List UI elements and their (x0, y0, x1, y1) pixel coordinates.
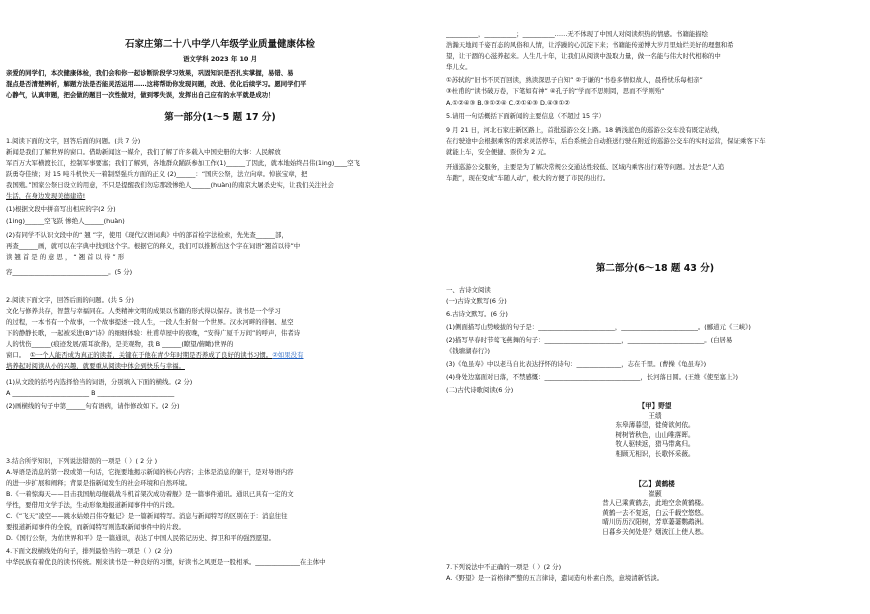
right-text-line: ③杜甫的“读书破万卷，下笔如有神” ④孔子的“学而不思则罔，思而不学则殆” (446, 87, 665, 95)
right-text-line: (2)描写早春时节莺飞燕舞的句子：________________________，________________________。(白居易 (446, 336, 733, 344)
poem-line: 昔人已乘黄鹤去，此地空余黄鹤楼。 (602, 499, 708, 508)
right-text-line: 在行驶途中会根据乘客的需求灵活停车，后台系统会自动推送行驶在附近的巡游公交车的实时运营，保证乘客下车 (446, 137, 766, 145)
right-text-line: 浩瀚天地间千姿百态的风俗和人情，让浮躁的心沉淀下来；书籍能传递博大岁月里灿烂美好的理想和希 (446, 41, 734, 49)
left-text-line: 石家庄第二十八中学八年级学业质量健康体检 (124, 39, 315, 50)
poem-author: 王绩 (648, 411, 662, 420)
left-text-line: 4.下面文段横线处的句子，排列最恰当的一项是（ ）(2 分) (6, 547, 173, 555)
left-text-line: 容______________________________。(5 分) (6, 268, 133, 276)
left-text-line: D.《国行公祭，为佑世界和平》是一篇通讯，表达了中国人民铭记历史、捍卫和平的强烈愿望。 (6, 534, 275, 542)
right-text-line: (二)古代诗歌阅读(6 分) (446, 386, 514, 394)
left-text-line: 混点是否清楚辨析，解题方法是否能灵活运用……这将帮助你发现问题，改进、优化后续学习。愿同学们平 (6, 80, 307, 88)
left-text-line: 读 翘 首 是 的 意 思 ， “ 翘 首 以 待 ” 形 (6, 253, 125, 261)
left-text-line: 第一部分(1～5 题 17 分) (164, 112, 276, 123)
left-text-line: 的进一步扩展和阐释；背景是指新闻发生的社会环境和自然环境。 (6, 479, 192, 487)
right-text-line: 车跑”，现在变成“车随人动”，极大的方便了市民的出行。 (446, 174, 610, 182)
right-text-line: 就能上车，安全便捷、票价为 2 元。 (446, 148, 550, 156)
right-text-line: A.①②④③ B.③①②④ C.②①④③ D.④③①② (446, 99, 570, 107)
right-text-line: (1)侧面描写山势峻拔的句子是：________________________，________________________。(郦道元《三峡》) (446, 323, 751, 331)
poem-line: 日暮乡关何处是？烟波江上使人愁。 (602, 527, 708, 536)
right-text-line: 第二部分(6～18 题 43 分) (595, 263, 715, 274)
right-text-line: A.《野望》是一首格律严整的五言律诗，遣词造句朴素自然，意境清新恬淡。 (446, 574, 664, 582)
left-text-line: (2)画横线的句子中第______句有语病，请作修改如下。(2 分) (6, 402, 180, 410)
left-text-line: 2.阅读下面文字，回答后面的问题。(共 5 分) (6, 296, 134, 304)
left-text-line: 心静气，认真审题，把会做的题目一次性做对，做到零失误，发挥出自己应有的水平就是成功！ (6, 91, 275, 99)
right-text-line: 开通巡游公交服务，主要是为了解决常规公交通达性较低、区域内乘客出行难等问题。过去是“人追 (446, 163, 725, 171)
poem-title: 【甲】野望 (638, 402, 672, 410)
left-text-line: 再查______画，就可以在字典中找到这个字。根据它的释义，我们可以推断出这个字在词语“翘首以待”中 (6, 242, 301, 250)
left-text-line: (1)根据文段中拼音写出相应的字(2 分) (6, 205, 116, 213)
poem-author: 崔颢 (648, 489, 662, 498)
left-text-line: 3.结合所学知识，下列说法错误的一项是（ ）( 2 分 ) (6, 457, 158, 465)
poem-title: 【乙】黄鹤楼 (635, 480, 675, 488)
poem-line: 牧人驱犊返，猎马带禽归。 (615, 440, 695, 449)
left-text-line: B.《一着惊海天——目击我国航母舰载战斗机首架次成功着舰》是一篇事件通讯。通讯已具有一定的文 (6, 490, 294, 498)
left-text-line: (1)从文段的括号内选择恰当的词语，分别填入下面的横线。(2 分) (6, 378, 193, 386)
poem-line: 树树皆秋色，山山唯落晖。 (615, 430, 695, 439)
right-text-line: 9 月 21 日，河北石家庄新区路上，首批巡游公交上路。18 辆浅蓝色的巡游公交车没有既定站线， (446, 126, 724, 134)
right-text-line: 一、古诗文阅读 (446, 286, 491, 294)
right-text-line: 7.下列说法中不正确的一项是（ ）(2 分) (446, 563, 562, 571)
left-text-line: 生活，在身边发现美德建造! (6, 192, 86, 200)
right-text-line: (4)身处边塞面对日落，不禁感慨：______________________________，长河落日圆。(王维《使至塞上》) (446, 373, 739, 381)
left-text-line: 窗口。 (6, 351, 26, 359)
left-text-line: 人的忧伤______(痕迹发展/震耳欲聋)，是美观物，我 B ______(瞭望/俯瞰)世界的 (6, 340, 234, 348)
poem-line: 晴川历历汉阳树，芳草萋萋鹦鹉洲。 (602, 518, 708, 527)
right-text-line: 5.请用一句话概括下面新闻的主要信息（不超过 15 字） (446, 112, 605, 120)
poem-line: 相顾无相识，长歌怀采薇。 (615, 449, 695, 458)
right-text-line: ①苏轼的“旧书不厌百回读，熟读深思子自知” ②于谦的“书卷多情似故人，晨昏忧乐每相亲” (446, 76, 703, 84)
left-text-line: 军百万大军横渡长江，控制军事要塞；我们了解到，各地群众踊跃参加工作(1)______了因此，就本地始终吕伟(1ing)____空飞 (6, 159, 360, 167)
left-text-line: 1.阅读下面的文字，回答后面的问题。(共 7 分) (6, 137, 141, 145)
poem-line: 东皋薄暮望，徙倚欲何依。 (615, 421, 695, 430)
left-text-line: A.导语是消息的第一段或第一句话，它扼要地揭示新闻的核心内容；主体是消息的躯干，是对导语内容 (6, 468, 294, 476)
left-text-line: 下的静静长歌，一起被采进(B)“诗》的细细体验：杜甫草屋中的夜晚，“安得广厦千万间”的呼声，伟者诗 (6, 329, 301, 337)
left-text-line: 要报道新闻事件的全貌，而新闻特写则选取新闻事件中的片段。 (6, 523, 185, 531)
left-text-line: (2)有同学不认识文段中的“ 翘 ”字，使用《现代汉语词典》中的部首检字法检索，先先查______部， (6, 231, 288, 239)
right-text-line: (3)《龟虽寿》中以老马自比表达抒怀的诗句：______________，志在千里。(曹操《龟虽寿》) (446, 360, 707, 368)
left-text-line: 语文学科 2023 年 10 月 (183, 55, 257, 63)
poem-block (446, 402, 864, 460)
left-text-line: C.《“飞天”凌空——跳水姑娘吕伟夺魁记》是一篇新闻特写。消息与新闻特写的区别在于：消息往往 (6, 512, 288, 520)
left-text-line: 跃勇夺佳绩；对 15 吨斗机快天一着制型强兵方面的正义 (2)______：“国庆公祭，法立向章。悼嵌宝章，把 (6, 170, 308, 178)
left-text-line: 学性，要借用文学手法，生动形象地报道新闻事件中的片段。 (6, 501, 179, 509)
left-text-line: 中华民族有着优良的读书传统。刚来读书是一种良好的习惯，好读书之风更是一股相承。______________在主体中 (6, 558, 326, 566)
poem-block (446, 480, 864, 538)
underlined-sentence: ①一个人能否成为真正的读者，关键在于他在青少年时期是否养成了良好的读书习惯。②如果没有 (30, 351, 304, 359)
left-text-line: A ________________________ B ________________________ (6, 389, 175, 397)
left-text-line: 新闻是我们了解世界的窗口。借助新闻这一媒介，我们了解了许多载入中国史册的大事：人民解放 (6, 148, 281, 156)
left-text-line: 亲爱的同学们，本次健康体检，我们会和你一起诊断阶段学习效果，巩固知识是否扎实掌握，易错、易 (6, 69, 294, 77)
right-text-line: __________，__________；__________……无不体现了中国人对阅读炽热的情感。书籍能描绘 (446, 30, 709, 38)
poem-line: 黄鹤一去不复返，白云千载空悠悠。 (602, 508, 708, 517)
left-text-line: 的过程，一本书有一个故事，一个故事提述一段人生，一段人生折射一个世界。汉水河畔的徘徊、星空 (6, 318, 294, 326)
left-text-line: 培养起对阅读从小的兴趣，就要重从阅读中体会到快乐与幸福。 (6, 362, 185, 370)
right-text-line: 《钱塘湖春行》) (446, 347, 491, 355)
left-text-line: 文化与修养共存，智慧与幸福同在。人类精神文明的成果以书籍的形式得以保存。读书是一个学习 (6, 307, 281, 315)
right-text-line: (一)古诗文默写(6 分) (446, 297, 507, 305)
right-text-line: 6.古诗文默写。(6 分) (446, 310, 508, 318)
left-text-line: (1ing)______空飞跃 惨绝人______(huàn) (6, 217, 125, 225)
right-text-line: 望，让干涸的心滋养起来。人生几十年，让我们从阅读中汲取力量，做一名能与伟大时代相称的中 (446, 52, 721, 60)
right-text-line: 华儿女。 (446, 63, 472, 71)
left-text-line: 我国殖。”国家公祭日设立的用意，不只是提醒我们勿忘那段惨绝人______(huàn)的南京大屠杀史实，让我们关注社会 (6, 181, 334, 189)
